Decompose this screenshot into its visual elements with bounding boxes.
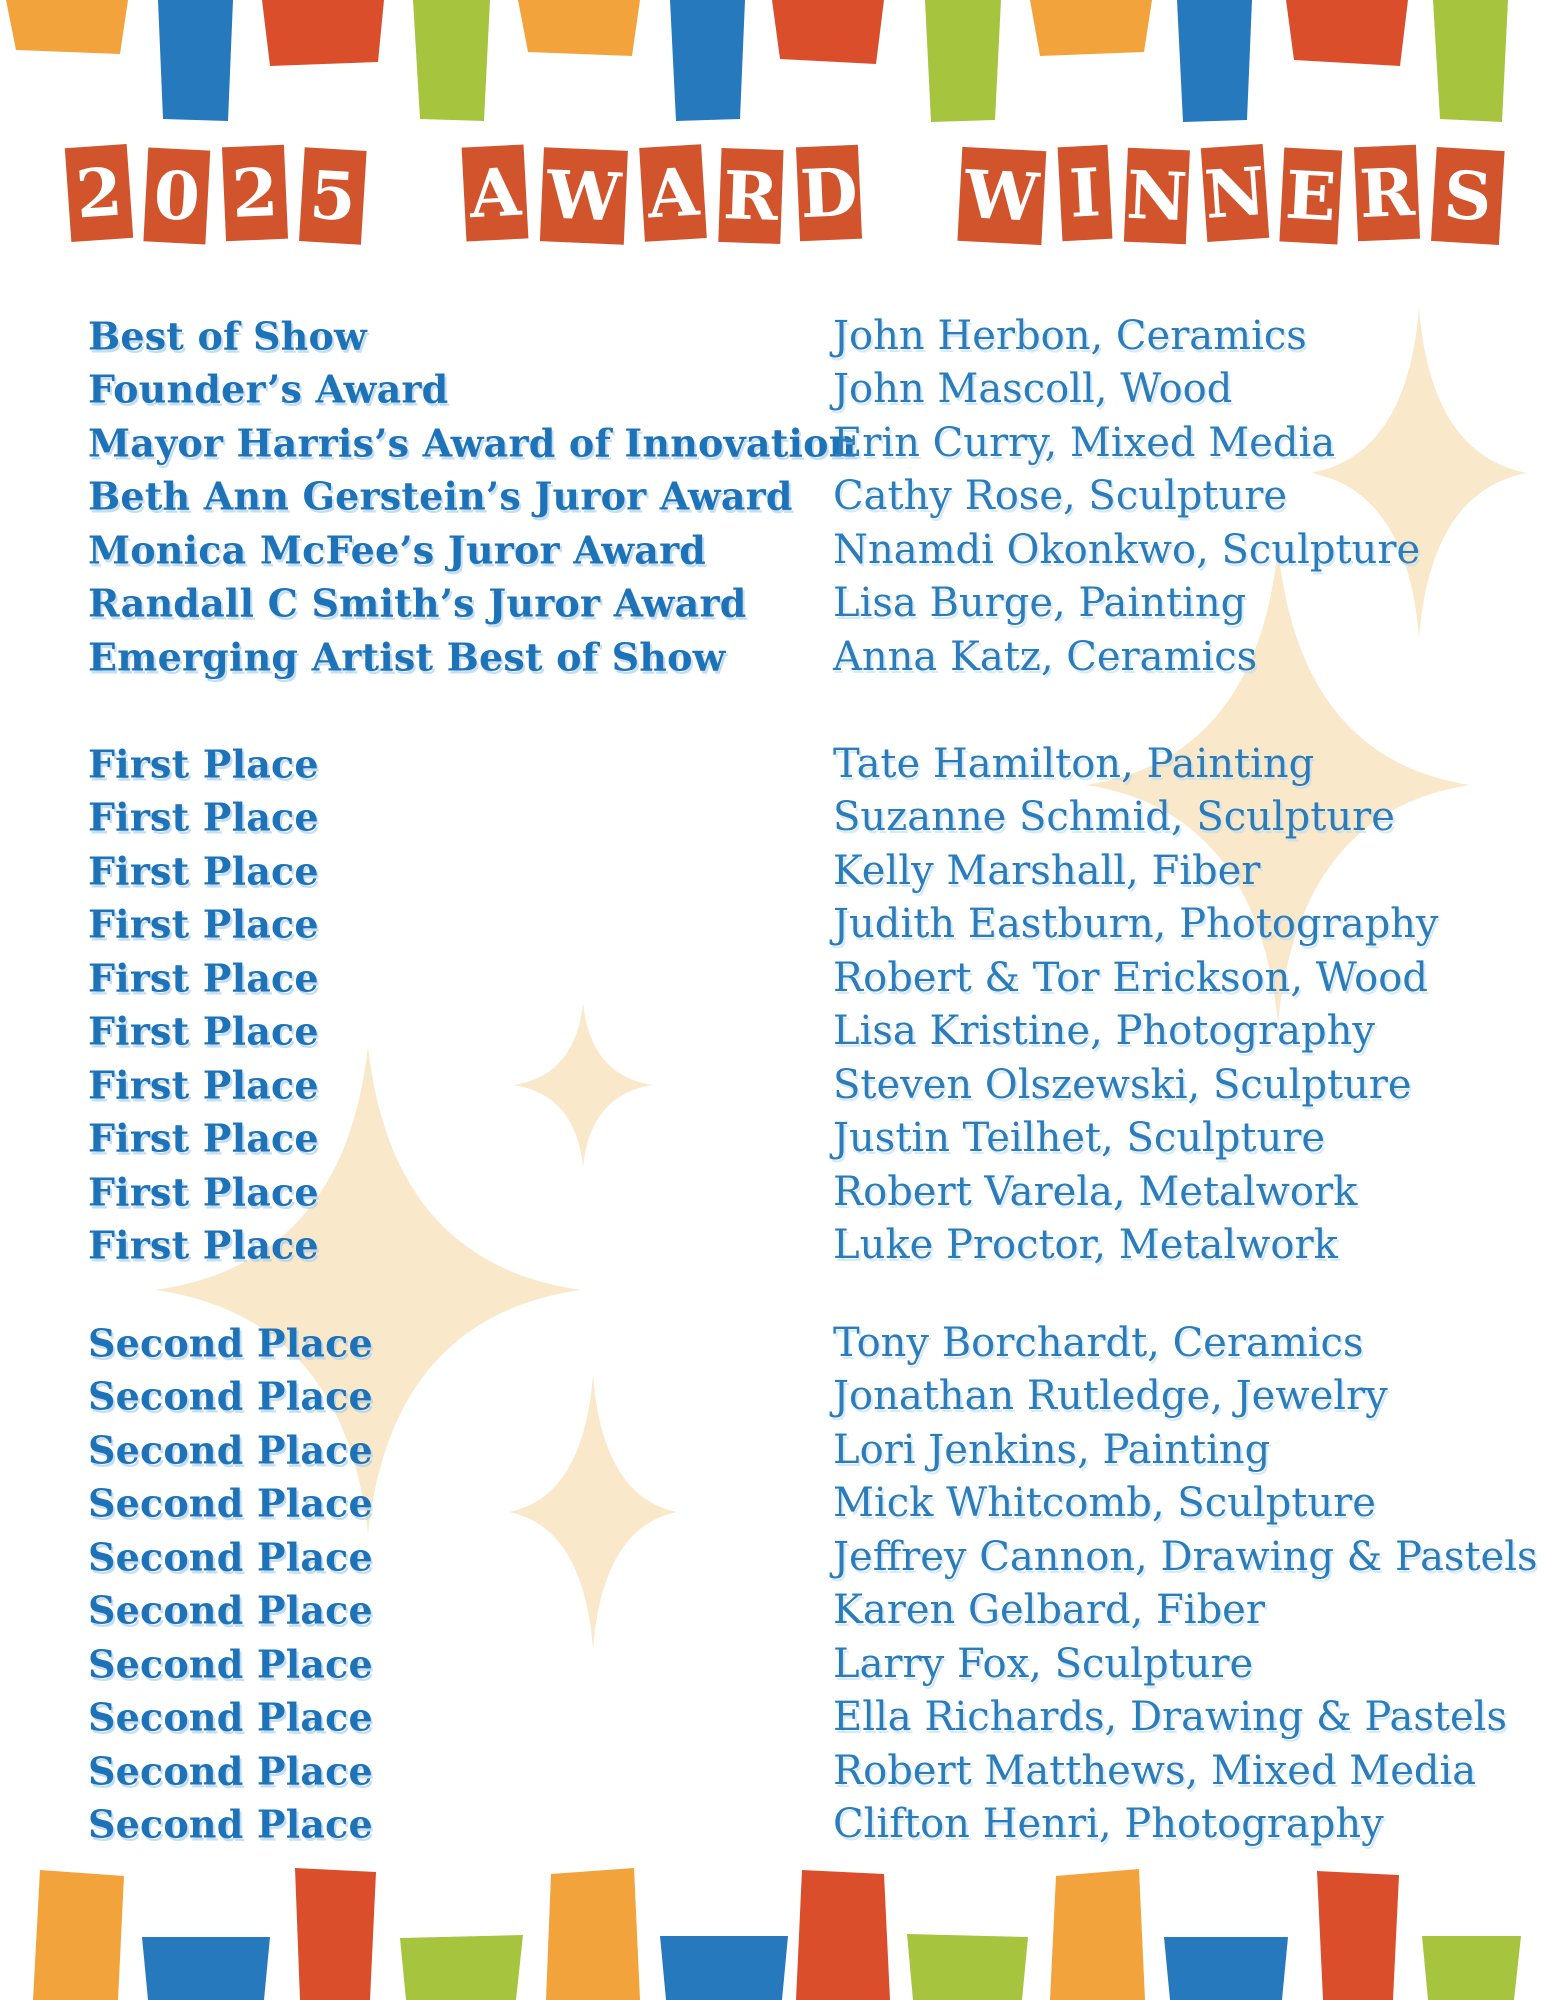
title-letter-tile: R (718, 148, 783, 244)
winner-name-label: Jonathan Rutledge, Jewelry (833, 1373, 1388, 1420)
winner-name-label: Luke Proctor, Metalwork (833, 1222, 1338, 1269)
winner-name-label: Tony Borchardt, Ceramics (833, 1319, 1364, 1366)
award-row (0, 1691, 1545, 1745)
award-name-label: Second Place (88, 1480, 373, 1526)
award-name-label: Best of Show (88, 313, 367, 359)
winner-name-label: Robert Matthews, Mixed Media (833, 1747, 1477, 1794)
award-name-label: First Place (88, 955, 319, 1001)
section-second-place (0, 1316, 1545, 1851)
award-row (0, 898, 1545, 952)
winner-name-label: Suzanne Schmid, Sculpture (833, 794, 1395, 841)
award-row (0, 737, 1545, 791)
title-word (68, 146, 364, 240)
award-row (0, 844, 1545, 898)
title-letter-tile: R (1354, 145, 1420, 242)
winner-name-label: Robert & Tor Erickson, Wood (833, 954, 1428, 1001)
winner-name-label: Nnamdi Okonkwo, Sculpture (833, 526, 1421, 573)
winner-name-label: Lori Jenkins, Painting (833, 1426, 1271, 1473)
winner-name-label: John Mascoll, Wood (833, 366, 1233, 413)
award-name-label: First Place (88, 794, 319, 840)
award-name-label: Second Place (88, 1694, 373, 1740)
winner-name-label: Karen Gelbard, Fiber (833, 1587, 1265, 1634)
winner-name-label: Steven Olszewski, Sculpture (833, 1061, 1412, 1108)
award-row (0, 1423, 1545, 1477)
winner-name-label: Clifton Henri, Photography (833, 1801, 1384, 1848)
title-letter-tile: A (462, 144, 529, 241)
award-name-label: Founder’s Award (88, 366, 449, 412)
award-name-label: Second Place (88, 1534, 373, 1580)
award-row (0, 523, 1545, 577)
award-row (0, 1005, 1545, 1059)
title-letter-tile: W (540, 147, 628, 245)
award-name-label: Second Place (88, 1641, 373, 1687)
award-name-label: Second Place (88, 1748, 373, 1794)
award-row (0, 1798, 1545, 1852)
award-row (0, 1530, 1545, 1584)
award-name-label: Monica McFee’s Juror Award (88, 527, 707, 573)
award-row (0, 1219, 1545, 1273)
award-row (0, 1744, 1545, 1798)
winner-name-label: Lisa Burge, Painting (833, 580, 1247, 627)
winner-name-label: Larry Fox, Sculpture (833, 1640, 1254, 1687)
award-name-label: Emerging Artist Best of Show (88, 634, 726, 680)
award-name-label: First Place (88, 741, 319, 787)
award-row (0, 1316, 1545, 1370)
award-name-label: Randall C Smith’s Juror Award (88, 580, 747, 626)
title-letter-tile: W (957, 147, 1046, 245)
title-letter-tile: 5 (299, 147, 367, 245)
page-title (68, 146, 1502, 240)
award-row (0, 1637, 1545, 1691)
winner-name-label: Anna Katz, Ceramics (833, 633, 1258, 680)
award-row (0, 1584, 1545, 1638)
winner-name-label: Cathy Rose, Sculpture (833, 473, 1288, 520)
award-row (0, 1058, 1545, 1112)
title-letter-tile: E (1279, 148, 1342, 245)
title-letter-tile: N (1201, 144, 1269, 242)
winner-name-label: Jeffrey Cannon, Drawing & Pastels (833, 1533, 1538, 1580)
title-letter-tile: N (1124, 148, 1190, 245)
award-row (0, 1165, 1545, 1219)
award-name-label: First Place (88, 901, 319, 947)
winner-name-label: Lisa Kristine, Photography (833, 1008, 1375, 1055)
award-row (0, 630, 1545, 684)
award-name-label: First Place (88, 1008, 319, 1054)
award-row (0, 577, 1545, 631)
winner-name-label: John Herbon, Ceramics (833, 312, 1307, 359)
award-name-label: Beth Ann Gerstein’s Juror Award (88, 473, 793, 519)
award-row (0, 309, 1545, 363)
title-word (464, 146, 860, 240)
award-name-label: Mayor Harris’s Award of Innovation (88, 420, 857, 466)
award-name-label: First Place (88, 1169, 319, 1215)
award-name-label: Second Place (88, 1801, 373, 1847)
award-name-label: First Place (88, 1222, 319, 1268)
winner-name-label: Robert Varela, Metalwork (833, 1168, 1358, 1215)
winner-name-label: Kelly Marshall, Fiber (833, 847, 1261, 894)
award-name-label: First Place (88, 1062, 319, 1108)
award-name-label: Second Place (88, 1320, 373, 1366)
award-row (0, 416, 1545, 470)
award-row (0, 791, 1545, 845)
winner-name-label: Ella Richards, Drawing & Pastels (833, 1694, 1507, 1741)
title-letter-tile: A (639, 144, 707, 242)
title-letter-tile: S (1431, 147, 1505, 245)
title-letter-tile: D (796, 145, 862, 242)
winner-name-label: Justin Teilhet, Sculpture (833, 1115, 1326, 1162)
award-row (0, 363, 1545, 417)
award-row (0, 951, 1545, 1005)
winner-name-label: Judith Eastburn, Photography (833, 901, 1439, 948)
award-row (0, 1370, 1545, 1424)
title-letter-tile: 2 (222, 145, 288, 242)
title-word (960, 146, 1502, 240)
title-letter-tile: I (1058, 145, 1113, 241)
award-row (0, 1112, 1545, 1166)
section-special-awards (0, 309, 1545, 684)
award-name-label: First Place (88, 848, 319, 894)
award-row (0, 470, 1545, 524)
section-first-place (0, 737, 1545, 1272)
award-row (0, 1477, 1545, 1531)
winner-name-label: Tate Hamilton, Painting (833, 740, 1315, 787)
award-name-label: Second Place (88, 1587, 373, 1633)
award-name-label: First Place (88, 1115, 319, 1161)
award-name-label: Second Place (88, 1427, 373, 1473)
title-letter-tile: 2 (65, 144, 133, 242)
winner-name-label: Mick Whitcomb, Sculpture (833, 1480, 1376, 1527)
title-letter-tile: 0 (143, 147, 210, 244)
award-name-label: Second Place (88, 1373, 373, 1419)
winner-name-label: Erin Curry, Mixed Media (833, 419, 1336, 466)
